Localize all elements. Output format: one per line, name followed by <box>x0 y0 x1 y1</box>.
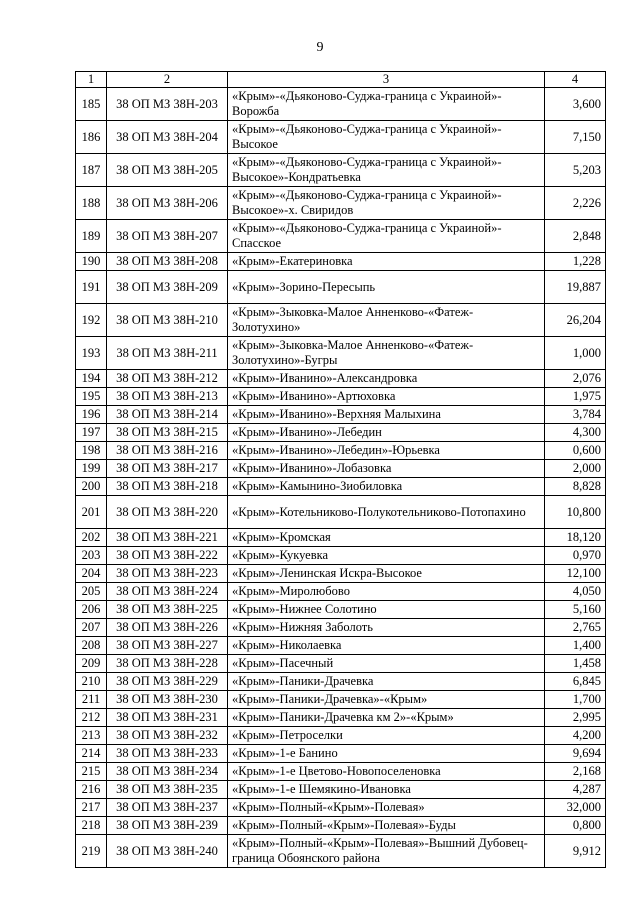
road-length: 3,784 <box>545 406 606 424</box>
road-code: 38 ОП МЗ 38Н-221 <box>107 529 228 547</box>
road-code: 38 ОП МЗ 38Н-239 <box>107 817 228 835</box>
road-length: 5,160 <box>545 601 606 619</box>
road-length: 8,828 <box>545 478 606 496</box>
road-code: 38 ОП МЗ 38Н-204 <box>107 121 228 154</box>
roads-table <box>75 71 606 868</box>
table-row <box>76 496 606 529</box>
road-length: 0,600 <box>545 442 606 460</box>
table-row <box>76 763 606 781</box>
row-number: 208 <box>76 637 107 655</box>
table-row <box>76 406 606 424</box>
road-code: 38 ОП МЗ 38Н-212 <box>107 370 228 388</box>
column-header: 1 <box>76 72 107 88</box>
table-row <box>76 370 606 388</box>
table-row <box>76 583 606 601</box>
road-name: «Крым»-Миролюбово <box>228 583 545 601</box>
road-name: «Крым»-Зорино-Пересыпь <box>228 271 545 304</box>
row-number: 195 <box>76 388 107 406</box>
row-number: 197 <box>76 424 107 442</box>
table-row <box>76 655 606 673</box>
row-number: 219 <box>76 835 107 868</box>
table-row <box>76 253 606 271</box>
road-name: «Крым»-Зыковка-Малое Анненково-«Фатеж-Золотухино» <box>228 304 545 337</box>
table-row <box>76 388 606 406</box>
road-length: 2,168 <box>545 763 606 781</box>
road-length: 12,100 <box>545 565 606 583</box>
road-name: «Крым»-Нижнее Солотино <box>228 601 545 619</box>
table-body <box>76 88 606 868</box>
road-length: 3,600 <box>545 88 606 121</box>
road-name: «Крым»-«Дьяконово-Суджа-граница с Украиной»-Высокое <box>228 121 545 154</box>
road-code: 38 ОП МЗ 38Н-210 <box>107 304 228 337</box>
road-name: «Крым»-Иванино»-Артюховка <box>228 388 545 406</box>
row-number: 207 <box>76 619 107 637</box>
road-length: 1,228 <box>545 253 606 271</box>
road-code: 38 ОП МЗ 38Н-206 <box>107 187 228 220</box>
road-name: «Крым»-Иванино»-Лебедин <box>228 424 545 442</box>
table-row <box>76 88 606 121</box>
row-number: 203 <box>76 547 107 565</box>
table-row <box>76 547 606 565</box>
road-code: 38 ОП МЗ 38Н-216 <box>107 442 228 460</box>
road-length: 2,995 <box>545 709 606 727</box>
road-name: «Крым»-Екатериновка <box>228 253 545 271</box>
road-code: 38 ОП МЗ 38Н-227 <box>107 637 228 655</box>
table-row <box>76 154 606 187</box>
table-row <box>76 601 606 619</box>
road-name: «Крым»-«Дьяконово-Суджа-граница с Украиной»-Высокое»-Кондратьевка <box>228 154 545 187</box>
row-number: 191 <box>76 271 107 304</box>
table-row <box>76 709 606 727</box>
table-row <box>76 121 606 154</box>
row-number: 187 <box>76 154 107 187</box>
road-name: «Крым»-Зыковка-Малое Анненково-«Фатеж-Золотухино»-Бугры <box>228 337 545 370</box>
road-name: «Крым»-Полный-«Крым»-Полевая»-Буды <box>228 817 545 835</box>
road-code: 38 ОП МЗ 38Н-237 <box>107 799 228 817</box>
road-name: «Крым»-Кромская <box>228 529 545 547</box>
page-number: 9 <box>316 40 324 55</box>
road-name: «Крым»-Камынино-Зиобиловка <box>228 478 545 496</box>
road-length: 32,000 <box>545 799 606 817</box>
road-code: 38 ОП МЗ 38Н-218 <box>107 478 228 496</box>
row-number: 210 <box>76 673 107 691</box>
road-length: 7,150 <box>545 121 606 154</box>
road-name: «Крым»-1-е Шемякино-Ивановка <box>228 781 545 799</box>
row-number: 204 <box>76 565 107 583</box>
table-row <box>76 337 606 370</box>
row-number: 189 <box>76 220 107 253</box>
road-code: 38 ОП МЗ 38Н-207 <box>107 220 228 253</box>
table-row <box>76 304 606 337</box>
road-name: «Крым»-Паники-Драчевка»-«Крым» <box>228 691 545 709</box>
road-length: 9,694 <box>545 745 606 763</box>
road-length: 2,226 <box>545 187 606 220</box>
table-row <box>76 817 606 835</box>
table-row <box>76 460 606 478</box>
road-code: 38 ОП МЗ 38Н-234 <box>107 763 228 781</box>
road-code: 38 ОП МЗ 38Н-231 <box>107 709 228 727</box>
table-row <box>76 781 606 799</box>
road-length: 4,300 <box>545 424 606 442</box>
road-name: «Крым»-Полный-«Крым»-Полевая»-Вышний Дубовец-граница Обоянского района <box>228 835 545 868</box>
road-code: 38 ОП МЗ 38Н-203 <box>107 88 228 121</box>
table-row <box>76 220 606 253</box>
road-code: 38 ОП МЗ 38Н-240 <box>107 835 228 868</box>
row-number: 186 <box>76 121 107 154</box>
row-number: 200 <box>76 478 107 496</box>
row-number: 216 <box>76 781 107 799</box>
table-row <box>76 565 606 583</box>
header-row <box>76 72 606 88</box>
table-row <box>76 478 606 496</box>
road-name: «Крым»-Паники-Драчевка км 2»-«Крым» <box>228 709 545 727</box>
road-code: 38 ОП МЗ 38Н-225 <box>107 601 228 619</box>
road-code: 38 ОП МЗ 38Н-205 <box>107 154 228 187</box>
road-length: 1,700 <box>545 691 606 709</box>
row-number: 188 <box>76 187 107 220</box>
row-number: 194 <box>76 370 107 388</box>
table-row <box>76 424 606 442</box>
road-length: 4,287 <box>545 781 606 799</box>
table-row <box>76 745 606 763</box>
road-code: 38 ОП МЗ 38Н-223 <box>107 565 228 583</box>
table-row <box>76 835 606 868</box>
row-number: 209 <box>76 655 107 673</box>
road-code: 38 ОП МЗ 38Н-228 <box>107 655 228 673</box>
road-code: 38 ОП МЗ 38Н-232 <box>107 727 228 745</box>
road-code: 38 ОП МЗ 38Н-230 <box>107 691 228 709</box>
road-code: 38 ОП МЗ 38Н-226 <box>107 619 228 637</box>
table-row <box>76 271 606 304</box>
road-name: «Крым»-Полный-«Крым»-Полевая» <box>228 799 545 817</box>
road-name: «Крым»-Нижняя Заболоть <box>228 619 545 637</box>
road-length: 18,120 <box>545 529 606 547</box>
road-length: 10,800 <box>545 496 606 529</box>
table-row <box>76 799 606 817</box>
road-code: 38 ОП МЗ 38Н-214 <box>107 406 228 424</box>
road-code: 38 ОП МЗ 38Н-224 <box>107 583 228 601</box>
table-row <box>76 619 606 637</box>
row-number: 202 <box>76 529 107 547</box>
road-length: 26,204 <box>545 304 606 337</box>
road-length: 9,912 <box>545 835 606 868</box>
road-name: «Крым»-Паники-Драчевка <box>228 673 545 691</box>
column-header: 3 <box>228 72 545 88</box>
row-number: 212 <box>76 709 107 727</box>
road-length: 1,458 <box>545 655 606 673</box>
row-number: 201 <box>76 496 107 529</box>
table-row <box>76 187 606 220</box>
road-name: «Крым»-Петроселки <box>228 727 545 745</box>
row-number: 218 <box>76 817 107 835</box>
road-length: 0,970 <box>545 547 606 565</box>
row-number: 214 <box>76 745 107 763</box>
road-length: 4,200 <box>545 727 606 745</box>
row-number: 215 <box>76 763 107 781</box>
road-code: 38 ОП МЗ 38Н-213 <box>107 388 228 406</box>
road-name: «Крым»-Иванино»-Верхняя Малыхина <box>228 406 545 424</box>
row-number: 211 <box>76 691 107 709</box>
road-name: «Крым»-Иванино»-Александровка <box>228 370 545 388</box>
table-row <box>76 637 606 655</box>
table-row <box>76 691 606 709</box>
road-name: «Крым»-1-е Банино <box>228 745 545 763</box>
road-length: 0,800 <box>545 817 606 835</box>
road-length: 1,975 <box>545 388 606 406</box>
row-number: 205 <box>76 583 107 601</box>
road-name: «Крым»-Пасечный <box>228 655 545 673</box>
road-name: «Крым»-Ленинская Искра-Высокое <box>228 565 545 583</box>
column-header: 4 <box>545 72 606 88</box>
row-number: 185 <box>76 88 107 121</box>
row-number: 217 <box>76 799 107 817</box>
road-code: 38 ОП МЗ 38Н-211 <box>107 337 228 370</box>
road-code: 38 ОП МЗ 38Н-229 <box>107 673 228 691</box>
row-number: 196 <box>76 406 107 424</box>
row-number: 199 <box>76 460 107 478</box>
road-length: 2,076 <box>545 370 606 388</box>
row-number: 198 <box>76 442 107 460</box>
table-row <box>76 529 606 547</box>
road-name: «Крым»-«Дьяконово-Суджа-граница с Украиной»-Высокое»-х. Свиридов <box>228 187 545 220</box>
road-name: «Крым»-Иванино»-Лобазовка <box>228 460 545 478</box>
road-length: 2,000 <box>545 460 606 478</box>
row-number: 190 <box>76 253 107 271</box>
road-name: «Крым»-Котельниково-Полукотельниково-Потопахино <box>228 496 545 529</box>
road-length: 4,050 <box>545 583 606 601</box>
road-length: 6,845 <box>545 673 606 691</box>
road-code: 38 ОП МЗ 38Н-208 <box>107 253 228 271</box>
road-name: «Крым»-«Дьяконово-Суджа-граница с Украиной»-Ворожба <box>228 88 545 121</box>
road-length: 19,887 <box>545 271 606 304</box>
road-name: «Крым»-«Дьяконово-Суджа-граница с Украиной»-Спасское <box>228 220 545 253</box>
row-number: 192 <box>76 304 107 337</box>
road-name: «Крым»-Николаевка <box>228 637 545 655</box>
column-header: 2 <box>107 72 228 88</box>
road-code: 38 ОП МЗ 38Н-215 <box>107 424 228 442</box>
row-number: 213 <box>76 727 107 745</box>
table-row <box>76 442 606 460</box>
row-number: 206 <box>76 601 107 619</box>
road-length: 5,203 <box>545 154 606 187</box>
road-length: 2,848 <box>545 220 606 253</box>
road-code: 38 ОП МЗ 38Н-233 <box>107 745 228 763</box>
road-code: 38 ОП МЗ 38Н-222 <box>107 547 228 565</box>
table-row <box>76 727 606 745</box>
row-number: 193 <box>76 337 107 370</box>
road-name: «Крым»-1-е Цветово-Новопоселеновка <box>228 763 545 781</box>
road-code: 38 ОП МЗ 38Н-220 <box>107 496 228 529</box>
road-name: «Крым»-Иванино»-Лебедин»-Юрьевка <box>228 442 545 460</box>
road-code: 38 ОП МЗ 38Н-217 <box>107 460 228 478</box>
road-length: 2,765 <box>545 619 606 637</box>
road-code: 38 ОП МЗ 38Н-235 <box>107 781 228 799</box>
table-row <box>76 673 606 691</box>
road-code: 38 ОП МЗ 38Н-209 <box>107 271 228 304</box>
road-length: 1,400 <box>545 637 606 655</box>
road-length: 1,000 <box>545 337 606 370</box>
road-name: «Крым»-Кукуевка <box>228 547 545 565</box>
